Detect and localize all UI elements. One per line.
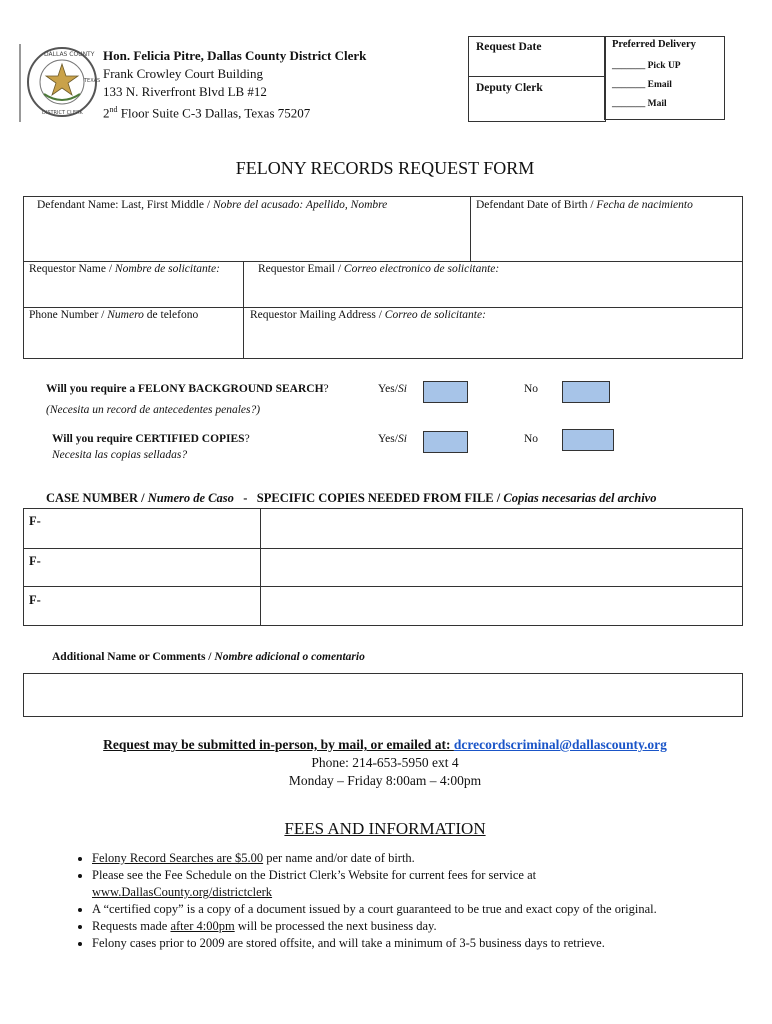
copies-needed-cell-3[interactable] [260, 586, 743, 626]
case-prefix-2: F- [29, 554, 41, 568]
certified-copies-yes-label: Yes/Si [378, 433, 407, 445]
county-seal-logo [20, 42, 101, 122]
case-number-cell-2[interactable] [23, 548, 261, 587]
phone-number-label: Phone Number / Numero de telefono [29, 309, 199, 321]
fee-item-after-hours: • Requests made after 4:00pm will be processed the next business day. [92, 918, 772, 935]
office-box-divider [468, 76, 606, 77]
copies-needed-cell-1[interactable] [260, 508, 743, 549]
delivery-option-mail[interactable]: _______ Mail [612, 99, 667, 109]
case-number-cell-3[interactable] [23, 586, 261, 626]
requestor-email-label: Requestor Email / Correo electronico de solicitante: [258, 263, 500, 275]
background-search-no-checkbox[interactable] [562, 381, 610, 403]
background-search-no-label: No [524, 383, 539, 395]
svg-text:DISTRICT CLERK: DISTRICT CLERK [42, 110, 83, 116]
form-title: FELONY RECORDS REQUEST FORM [235, 158, 535, 178]
background-search-yes-label: Yes/Si [378, 383, 407, 395]
fee-item-certified-copy: • A “certified copy” is a copy of a document issued by a court guaranteed to be true and exact copy of the original. [92, 901, 772, 918]
header-address [103, 47, 366, 122]
deputy-clerk-label: Deputy Clerk [476, 82, 543, 94]
preferred-delivery-label: Preferred Delivery [612, 39, 696, 50]
submission-email-link[interactable]: dcrecordscriminal@dallascounty.org [453, 737, 667, 752]
fee-item-offsite: • Felony cases prior to 2009 are stored offsite, and will take a minimum of 3-5 business days to retrieve. [92, 935, 772, 952]
certified-copies-question-es: Necesita las copias selladas? [52, 449, 188, 461]
background-search-question: Will you require a FELONY BACKGROUND SEARCH? [46, 383, 329, 395]
comments-field[interactable] [23, 673, 743, 717]
svg-text:DALLAS COUNTY: DALLAS COUNTY [44, 51, 95, 58]
background-search-question-es: (Necesita un record de antecedentes penales?) [46, 404, 261, 416]
defendant-name-label: Defendant Name: Last, First Middle / Nobre del acusado: Apellido, Nombre [37, 199, 388, 211]
submission-hours: Monday – Friday 8:00am – 4:00pm [288, 773, 482, 788]
mailing-address-label: Requestor Mailing Address / Correo de solicitante: [250, 309, 486, 321]
comments-label: Additional Name or Comments / Nombre adicional o comentario [52, 651, 365, 663]
delivery-option-pickup[interactable]: _______ Pick UP [612, 61, 681, 71]
submission-phone: Phone: 214-653-5950 ext 4 [311, 755, 459, 770]
submission-info [0, 736, 770, 790]
svg-text:TEXAS: TEXAS [84, 78, 101, 84]
fee-item-record-search: • Felony Record Searches are $5.00 per name and/or date of birth. [92, 850, 772, 867]
address-line-2: 2nd Floor Suite C-3 Dallas, Texas 75207 [103, 105, 311, 121]
fees-title: FEES AND INFORMATION [284, 819, 486, 838]
background-search-yes-checkbox[interactable] [423, 381, 468, 403]
request-date-label: Request Date [476, 41, 542, 53]
certified-copies-no-label: No [524, 433, 539, 445]
address-line-1: 133 N. Riverfront Blvd LB #12 [103, 84, 267, 99]
clerk-name: Hon. Felicia Pitre, Dallas County District Clerk [103, 48, 367, 63]
requestor-name-label: Requestor Name / Nombre de solicitante: [29, 263, 220, 275]
certified-copies-question: Will you require CERTIFIED COPIES? [52, 433, 250, 445]
certified-copies-yes-checkbox[interactable] [423, 431, 468, 453]
case-prefix-3: F- [29, 593, 41, 607]
case-number-cell-1[interactable] [23, 508, 261, 549]
fee-item-fee-schedule: • Please see the Fee Schedule on the District Clerk’s Website for current fees for service at www.DallasCounty.org/districtclerk [92, 867, 772, 901]
case-prefix-1: F- [29, 514, 41, 528]
certified-copies-no-checkbox[interactable] [562, 429, 614, 451]
fee-schedule-link[interactable]: www.DallasCounty.org/districtclerk [92, 885, 273, 899]
defendant-dob-label: Defendant Date of Birth / Fecha de nacimiento [476, 199, 693, 211]
building-name: Frank Crowley Court Building [103, 66, 263, 81]
submission-text: Request may be submitted in-person, by mail, or emailed at: [103, 737, 454, 752]
copies-needed-cell-2[interactable] [260, 548, 743, 587]
fees-list [70, 850, 772, 952]
delivery-option-email[interactable]: _______ Email [612, 80, 672, 90]
case-section-header: CASE NUMBER / Numero de Caso - SPECIFIC COPIES NEEDED FROM FILE / Copias necesarias del archivo [46, 491, 657, 505]
